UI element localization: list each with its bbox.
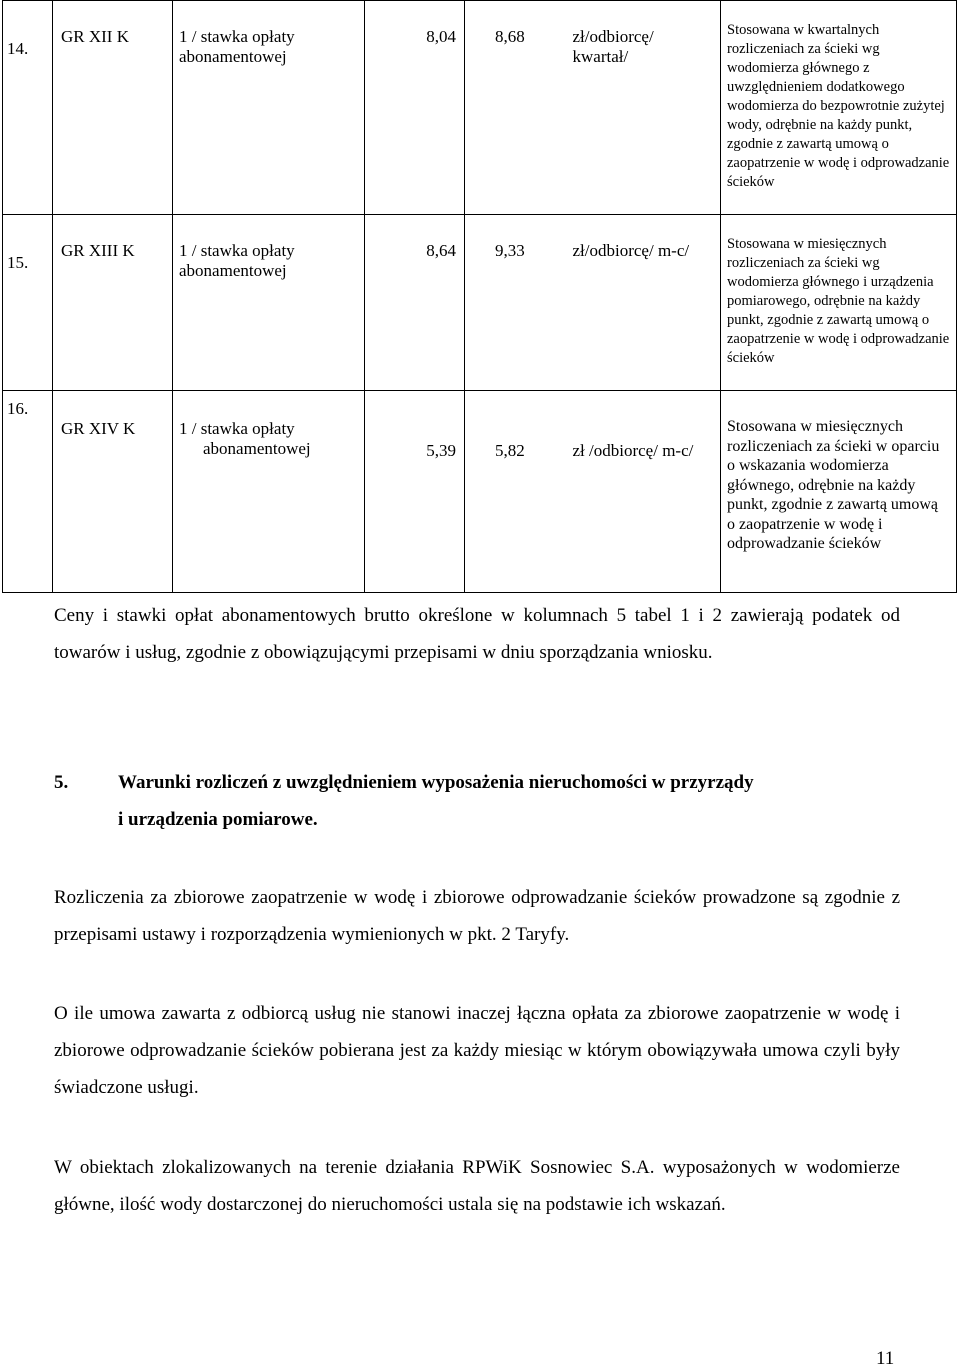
section-title-line1: Warunki rozliczeń z uwzględnieniem wyposażenia nieruchomości w przyrządy — [118, 772, 754, 793]
section-number: 5. — [54, 772, 69, 793]
unit-cell: zł /odbiorcę/ m-c/ — [565, 391, 721, 593]
section-heading — [54, 764, 900, 838]
table-row — [3, 391, 957, 593]
group-cell: GR XII K — [53, 1, 173, 215]
tariff-table — [2, 0, 957, 593]
paragraph-objects: W obiektach zlokalizowanych na terenie działania RPWiK Sosnowiec S.A. wyposażonych w wodomierze główne, ilość wody dostarczonej do nieruchomości ustala się na podstawie ich wskazań. — [54, 1157, 900, 1215]
paragraph-contract: O ile umowa zawarta z odbiorcą usług nie stanowi inaczej łączna opłata za zbiorowe zaopatrzenie w wodę i zbiorowe odprowadzanie ścieków pobierana jest za każdy miesiąc w którym obowiązywała umowa czyli były świadczone usługi. — [54, 1003, 900, 1098]
row-number-cell: 15. — [3, 215, 53, 391]
table-row — [3, 215, 957, 391]
net-price-cell: 8,64 — [365, 215, 465, 391]
unit-cell: zł/odbiorcę/ kwartał/ — [565, 1, 721, 215]
group-cell: GR XIV K — [53, 391, 173, 593]
net-price-cell: 8,04 — [365, 1, 465, 215]
section-title-line2: i urządzenia pomiarowe. — [118, 809, 318, 830]
fee-type-cell: 1 / stawka opłaty abonamentowej — [173, 215, 365, 391]
unit-cell: zł/odbiorcę/ m-c/ — [565, 215, 721, 391]
gross-price-cell: 5,82 — [465, 391, 565, 593]
paragraph-collective: Rozliczenia za zbiorowe zaopatrzenie w wodę i zbiorowe odprowadzanie ścieków prowadzone są zgodnie z przepisami ustawy i rozporządzenia wymienionych w pkt. 2 Taryfy. — [54, 887, 900, 945]
fee-type-cell: 1 / stawka opłaty abonamentowej — [173, 1, 365, 215]
net-price-cell: 5,39 — [365, 391, 465, 593]
page-number: 11 — [876, 1348, 895, 1369]
row-number-cell: 14. — [3, 1, 53, 215]
row-number-cell: 16. — [3, 391, 53, 593]
paragraph-prices: Ceny i stawki opłat abonamentowych brutto określone w kolumnach 5 tabel 1 i 2 zawierają podatek od towarów i usług, zgodnie z obowiązującymi przepisami w dniu sporządzania wniosku. — [54, 605, 900, 663]
description-cell: Stosowana w kwartalnych rozliczeniach za ścieki wg wodomierza głównego z uwzględnieniem dodatkowego wodomierza do bezpowrotnie zużytej wody, odrębnie na każdy punkt, zgodnie z zawartą umową o zaopatrzenie w wodę i odprowadzanie ścieków — [721, 1, 957, 215]
fee-type-cell: 1 / stawka opłaty abonamentowej — [173, 391, 365, 593]
description-cell: Stosowana w miesięcznych rozliczeniach za ścieki w oparciu o wskazania wodomierza głównego, odrębnie na każdy punkt, zgodnie z zawartą umową o zaopatrzenie w wodę i odprowadzanie ścieków — [721, 391, 957, 593]
table-row — [3, 1, 957, 215]
description-cell: Stosowana w miesięcznych rozliczeniach za ścieki wg wodomierza głównego i urządzenia pomiarowego, odrębnie na każdy punkt, zgodnie z zawartą umową o zaopatrzenie w wodę i odprowadzanie ścieków — [721, 215, 957, 391]
gross-price-cell: 8,68 — [465, 1, 565, 215]
gross-price-cell: 9,33 — [465, 215, 565, 391]
group-cell: GR XIII K — [53, 215, 173, 391]
